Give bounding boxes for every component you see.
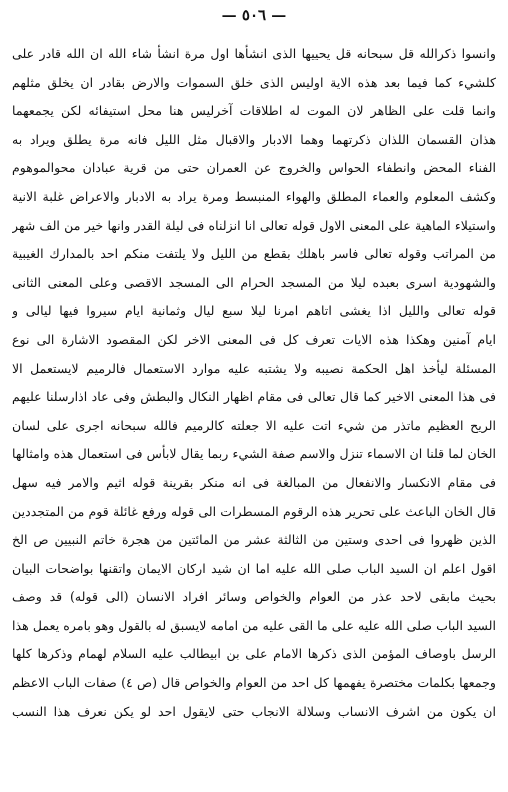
text-body: [12, 40, 496, 726]
text-line: الريح العظيم ماتذر من شيء اتت عليه الا جعلته كالرميم فالله سبحانه اجرى على لسان: [12, 417, 496, 433]
text-line: ان يكون من اشرف الانساب وسلالة الانجاب حتى لايقول احد لو يكن نعرف هذا النسب: [12, 703, 496, 719]
text-line: الخان لما قلنا ان الاسماء تنزل والاسم صفة الشيء ربما يقال لابأس فى استعمال هذه وامثالها: [12, 446, 496, 462]
text-line: الفناء المحض وانطفاء الحواس والخروج عن العمران حتى من قرية عبادان محوالموهوم: [12, 160, 496, 176]
text-line: واستيلاء الماهية على المعنى الاول قوله تعالى انا انزلناه فى ليلة القدر وانها خير من الف شهر: [12, 217, 496, 233]
text-line: فى هذا المعنى الاخير كما قال تعالى فى مقام اظهار النكال والبطش وفى عاد اذارسلنا عليهم: [12, 389, 496, 405]
text-line: وكشف المعلوم والعماء المطلق والهواء المنبسط ومرة يراد به الادبار والاعراض غلبة الانية: [12, 188, 496, 204]
text-line: والشهودية اسرى بعبده ليلا من المسجد الحرام الى المسجد الاقصى وعلى المعنى الثانى: [12, 274, 496, 290]
text-line: وجمعها بكلمات مختصرة يفهمها كل احد من العوام والخواص قال (ص ٤) صفات الباب الاعظم: [12, 675, 496, 691]
text-line: ايام آمنين وهكذا هذه الايات تعرف كل فى المعنى الاخر لكن المقصود الاشارة الى نوع: [12, 331, 496, 347]
page-number: — ٥٠٦ —: [221, 6, 287, 24]
text-line: وانما قلت على الظاهر لان الموت له اطلاقات آخرليس هنا محل استيفائه لكن يجمعهما: [12, 103, 496, 119]
text-line: قوله تعالى والليل اذا يغشى اتاهم امرنا ليلا سبع ليال وثمانية ايام سيروا فيها ليالى و: [12, 303, 496, 319]
text-line: فى مقام الانكسار والانفعال من المبالغة فى انه منكر بقرينة قوله اثيم والامر فيه سهل: [12, 474, 496, 490]
text-line: بحيث مابقى لاحد عذر من العوام والخواص وسائر افراد الانسان (الى قوله) قد وصف: [12, 589, 496, 605]
text-line: قال الخان الباعث على تحرير هذه الرقوم المسطرات الى قوله ورفع غائلة قوم من المتجددين: [12, 503, 496, 519]
text-line: الرسل باوصاف المؤمن الذى ذكرها الامام على بن ابيطالب عليه السلام لهمام وذكرها كلها: [12, 646, 496, 662]
text-line: هذان القسمان اللذان ذكرتهما وهما الادبار والاقبال مثل الليل فانه مرة يطلق ويراد به: [12, 131, 496, 147]
text-line: كلشيء كما فيما بعد هذه الاية اوليس الذى خلق السموات والارض بقادر ان يخلق مثلهم: [12, 74, 496, 90]
text-line: اقول اعلم ان السيد الباب صلى الله عليه اما ان شيد اركان الايمان واتقنها بواضحات البيان: [12, 560, 496, 576]
text-line: السيد الباب صلى الله عليه على ما القى عليه من امامه لايسبق له بالقول وهو بامره يعمل هذا: [12, 617, 496, 633]
text-line: الذين ظهروا فى احدى وستين من الثالثة عشر من المائتين من هجرة خاتم النبيين ص الخ: [12, 532, 496, 548]
text-line: من المراتب وقوله تعالى فاسر باهلك بقطع من الليل ولا يلتفت منكم احد بالمدارك الغيبية: [12, 246, 496, 262]
text-line: وانسوا ذكرالله قل سبحانه قل يحييها الذى انشأها اول مرة انشأ شاء الله ان الله قادر على: [12, 46, 496, 61]
text-line: المسئلة ليأخذ اهل الحكمة نصيبه ولا يشتبه عليه موارد الاستعمال فالرميم لايستعمل الا: [12, 360, 496, 376]
